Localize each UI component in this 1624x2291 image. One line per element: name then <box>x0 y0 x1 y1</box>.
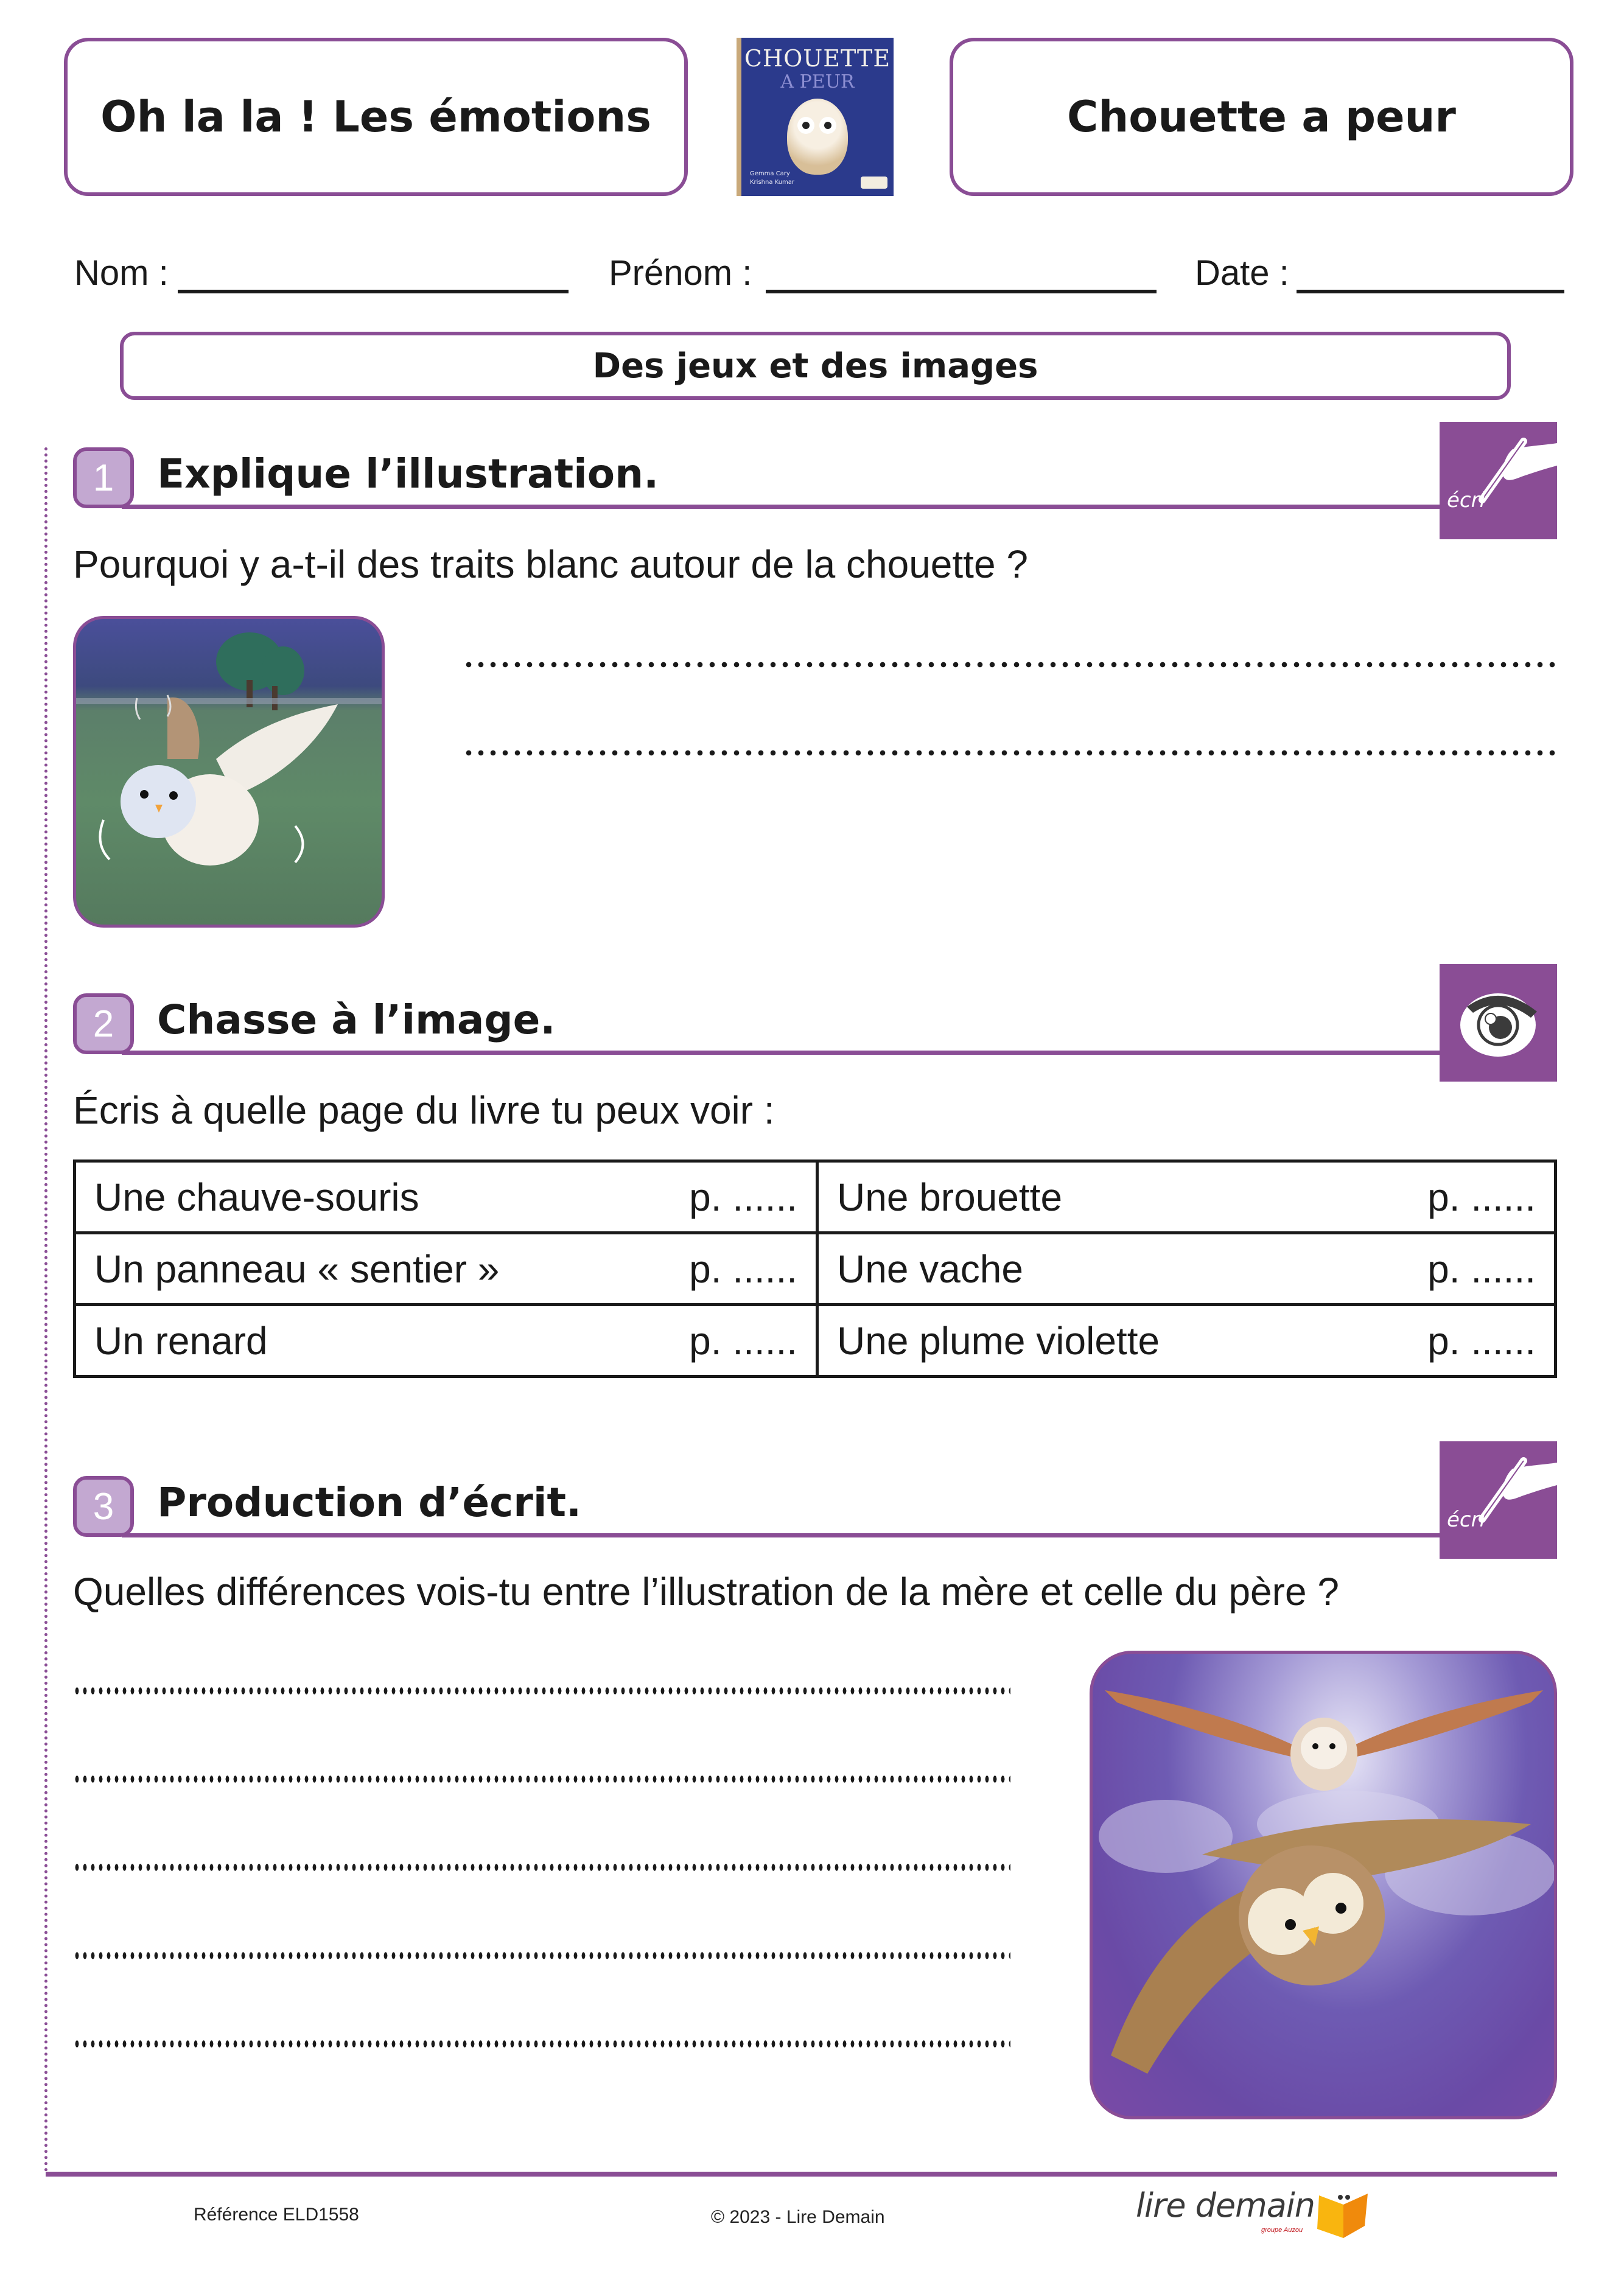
svg-text:écri: écri <box>1447 488 1486 512</box>
footer-reference: Référence ELD1558 <box>194 2205 359 2225</box>
picture-hunt-table <box>73 1159 1557 1378</box>
date-input-line[interactable] <box>1297 290 1564 293</box>
table-row <box>75 1161 1556 1233</box>
book-cover-image <box>737 38 894 196</box>
section-3-writing-icon-box <box>1440 1441 1557 1559</box>
table-row <box>75 1233 1556 1305</box>
margin-dotted-line <box>44 447 47 2173</box>
hunt-page-blank[interactable]: p. ...... <box>689 1247 797 1291</box>
prenom-label: Prénom : <box>609 253 752 293</box>
table-cell[interactable] <box>817 1161 1556 1233</box>
logo-subtext: groupe Auzou <box>1261 2226 1303 2234</box>
section-3-number-badge: 3 <box>73 1476 134 1537</box>
hunt-item: Une plume violette <box>837 1318 1160 1363</box>
answer-line-3-3[interactable] <box>73 1864 1010 1871</box>
cover-title-line2: A PEUR <box>780 71 855 93</box>
hunt-item: Un panneau « sentier » <box>94 1247 500 1291</box>
section-1-rule <box>122 505 1443 509</box>
section-1-title: Explique l’illustration. <box>157 450 659 497</box>
hunt-item: Une chauve-souris <box>94 1175 419 1219</box>
activity-banner-title: Des jeux et des images <box>592 346 1038 386</box>
series-title: Oh la la ! Les émotions <box>100 92 651 142</box>
owl-illustration-art <box>76 619 382 925</box>
parent-owls-art <box>1093 1654 1554 2116</box>
table-cell[interactable] <box>817 1233 1556 1305</box>
section-2-rule <box>122 1051 1443 1055</box>
nom-input-line[interactable] <box>178 290 569 293</box>
series-title-box <box>64 38 688 196</box>
section-1-question: Pourquoi y a-t-il des traits blanc autour de la chouette ? <box>73 542 1028 586</box>
cover-illustrator: Krishna Kumar <box>750 179 795 186</box>
hunt-page-blank[interactable]: p. ...... <box>1427 1247 1536 1291</box>
prenom-input-line[interactable] <box>766 290 1157 293</box>
hunt-page-blank[interactable]: p. ...... <box>1427 1318 1536 1363</box>
section-2-question: Écris à quelle page du livre tu peux voir : <box>73 1088 775 1132</box>
cover-owl-illustration <box>787 99 848 175</box>
cover-author: Gemma Cary <box>750 170 790 177</box>
logo-text: lire demain <box>1136 2186 1315 2225</box>
section-3-question: Quelles différences vois-tu entre l’illustration de la mère et celle du père ? <box>73 1570 1339 1614</box>
nom-label: Nom : <box>74 253 169 293</box>
section-3-illustration-parent-owls <box>1090 1651 1557 2119</box>
answer-line-3-5[interactable] <box>73 2040 1010 2048</box>
hunt-page-blank[interactable]: p. ...... <box>689 1318 797 1363</box>
section-1-writing-icon-box <box>1440 422 1557 539</box>
book-title: Chouette a peur <box>1067 92 1456 142</box>
section-2-eye-icon-box <box>1440 964 1557 1082</box>
section-1-illustration-owl-trembling <box>73 616 385 928</box>
hunt-page-blank[interactable]: p. ...... <box>1427 1175 1536 1219</box>
book-title-box <box>950 38 1573 196</box>
section-1-number-badge: 1 <box>73 447 134 508</box>
cover-owl-eyes <box>797 117 838 135</box>
activity-banner <box>120 332 1511 400</box>
hunt-item: Un renard <box>94 1318 268 1363</box>
table-cell[interactable] <box>75 1161 817 1233</box>
table-row <box>75 1305 1556 1377</box>
table-cell[interactable] <box>817 1305 1556 1377</box>
section-3-title: Production d’écrit. <box>157 1479 582 1526</box>
answer-line-3-1[interactable] <box>73 1687 1010 1695</box>
hunt-page-blank[interactable]: p. ...... <box>689 1175 797 1219</box>
answer-line-3-2[interactable] <box>73 1775 1010 1783</box>
hunt-item: Une vache <box>837 1247 1023 1291</box>
answer-line-1-2[interactable] <box>463 750 1557 756</box>
writing-hand-icon <box>1440 1441 1557 1559</box>
answer-line-1-1[interactable] <box>463 662 1557 668</box>
hunt-item: Une brouette <box>837 1175 1063 1219</box>
date-label: Date : <box>1195 253 1289 293</box>
svg-text:écri: écri <box>1447 1508 1486 1532</box>
footer-copyright: © 2023 - Lire Demain <box>711 2207 885 2227</box>
eye-icon <box>1440 964 1557 1082</box>
open-book-logo-icon <box>1316 2192 1371 2241</box>
section-2-number-badge: 2 <box>73 993 134 1054</box>
answer-line-3-4[interactable] <box>73 1952 1010 1959</box>
section-3-rule <box>122 1533 1443 1537</box>
table-cell[interactable] <box>75 1233 817 1305</box>
section-2-title: Chasse à l’image. <box>157 996 556 1043</box>
table-cell[interactable] <box>75 1305 817 1377</box>
publisher-logo <box>1133 2175 1377 2248</box>
writing-hand-icon <box>1440 422 1557 539</box>
cover-series-badge <box>861 177 887 189</box>
cover-title-line1: CHOUETTE <box>744 45 891 72</box>
